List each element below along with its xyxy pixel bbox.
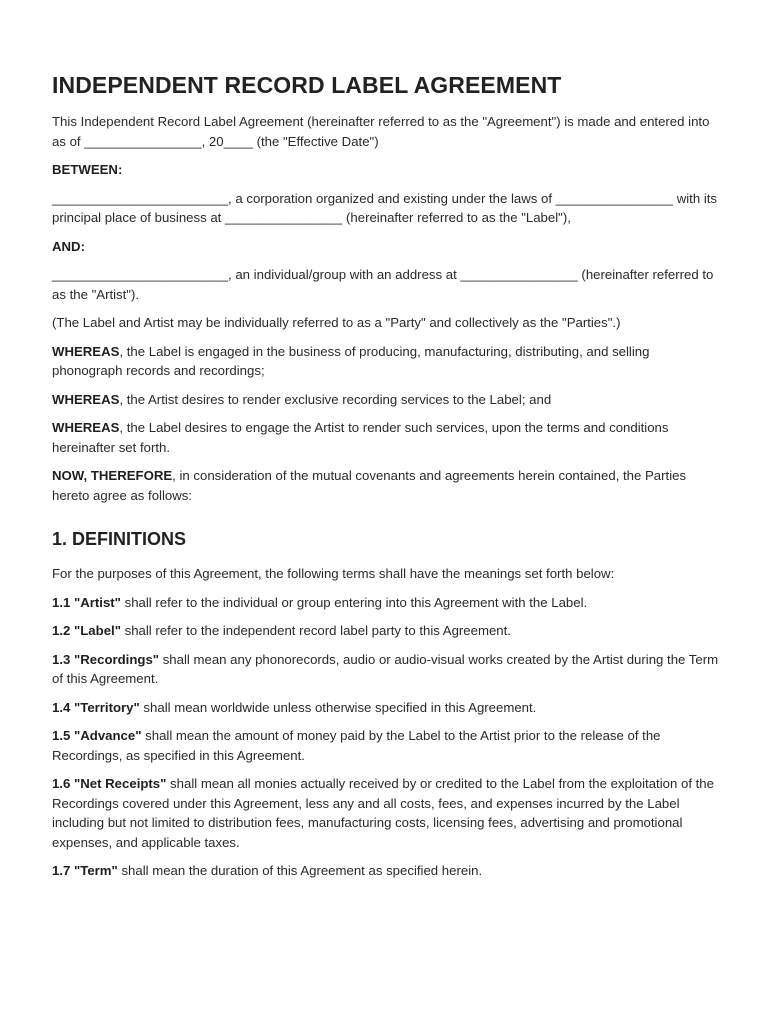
definition-text: shall mean the amount of money paid by the Label to the Artist prior to the release of the Recordings, as specified in this Agreement. xyxy=(52,728,661,763)
definition-term: 1.3 "Recordings" xyxy=(52,651,160,667)
intro-paragraph: This Independent Record Label Agreement (hereinafter referred to as the "Agreement") is made and entered into as of ________________, 20____ (the "Effective Date") xyxy=(52,114,710,149)
whereas-text: , the Label desires to engage the Artist to render such services, upon the terms and conditions hereinafter set forth. xyxy=(52,420,669,455)
definition-term: 1.1 "Artist" xyxy=(52,594,121,610)
definition-item xyxy=(52,698,720,718)
whereas-text: , the Artist desires to render exclusive recording services to the Label; and xyxy=(119,391,552,407)
parties-note: (The Label and Artist may be individually referred to as a "Party" and collectively as the "Parties".) xyxy=(52,315,621,330)
between-heading: BETWEEN: xyxy=(52,162,123,177)
definition-text: shall refer to the individual or group entering into this Agreement with the Label. xyxy=(120,594,588,610)
definition-term: 1.6 "Net Receipts" xyxy=(52,776,167,791)
definition-item xyxy=(52,861,720,881)
whereas-lead: WHEREAS xyxy=(52,420,120,435)
label-party-paragraph: ________________________, a corporation organized and existing under the laws of ________________ with its principal place of business at ________________ (hereinafter referred to as the "Label"), xyxy=(52,190,718,225)
whereas-lead: WHEREAS xyxy=(52,343,120,359)
definition-text: shall refer to the independent record label party to this Agreement. xyxy=(120,623,511,638)
whereas-clause-1 xyxy=(52,342,720,381)
definition-item xyxy=(52,774,720,852)
between-label xyxy=(52,160,720,180)
document-title: INDEPENDENT RECORD LABEL AGREEMENT xyxy=(52,72,562,98)
now-therefore-lead: NOW, THEREFORE xyxy=(52,468,173,483)
definition-term: 1.5 "Advance" xyxy=(52,728,142,743)
definition-item xyxy=(52,593,720,613)
definitions-heading: 1. DEFINITIONS xyxy=(52,529,187,549)
definitions-intro: For the purposes of this Agreement, the following terms shall have the meanings set forth below: xyxy=(52,566,615,581)
definition-item xyxy=(52,621,720,641)
definition-text: shall mean all monies actually received by or credited to the Label from the exploitation of the Recordings covered under this Agreement, less any and all costs, fees, and expenses incurred by the Label including but not limited to distribution fees, manufacturing costs, licensing fees, advertising and promotional expenses, and applicable taxes. xyxy=(52,776,714,850)
definition-item xyxy=(52,726,720,765)
whereas-text: , the Label is engaged in the business of producing, manufacturing, distributing, and selling phonograph records and recordings; xyxy=(52,343,650,378)
definition-item xyxy=(52,650,720,689)
artist-party-paragraph: ________________________, an individual/group with an address at ________________ (hereinafter referred to as the "Artist"). xyxy=(52,267,714,302)
whereas-clause-3 xyxy=(52,418,720,457)
and-heading: AND: xyxy=(52,238,85,254)
definition-term: 1.7 "Term" xyxy=(52,863,118,878)
now-therefore-clause xyxy=(52,466,720,505)
now-therefore-text: , in consideration of the mutual covenants and agreements herein contained, the Parties hereto agree as follows: xyxy=(52,468,687,503)
definition-text: shall mean any phonorecords, audio or audio-visual works created by the Artist during the Term of this Agreement. xyxy=(52,651,719,686)
definition-text: shall mean the duration of this Agreement as specified herein. xyxy=(117,863,483,878)
and-label xyxy=(52,237,720,257)
whereas-lead: WHEREAS xyxy=(52,391,120,407)
whereas-clause-2 xyxy=(52,390,720,410)
definition-text: shall mean worldwide unless otherwise specified in this Agreement. xyxy=(139,699,537,715)
definition-term: 1.2 "Label" xyxy=(52,623,121,638)
definition-term: 1.4 "Territory" xyxy=(52,699,140,715)
